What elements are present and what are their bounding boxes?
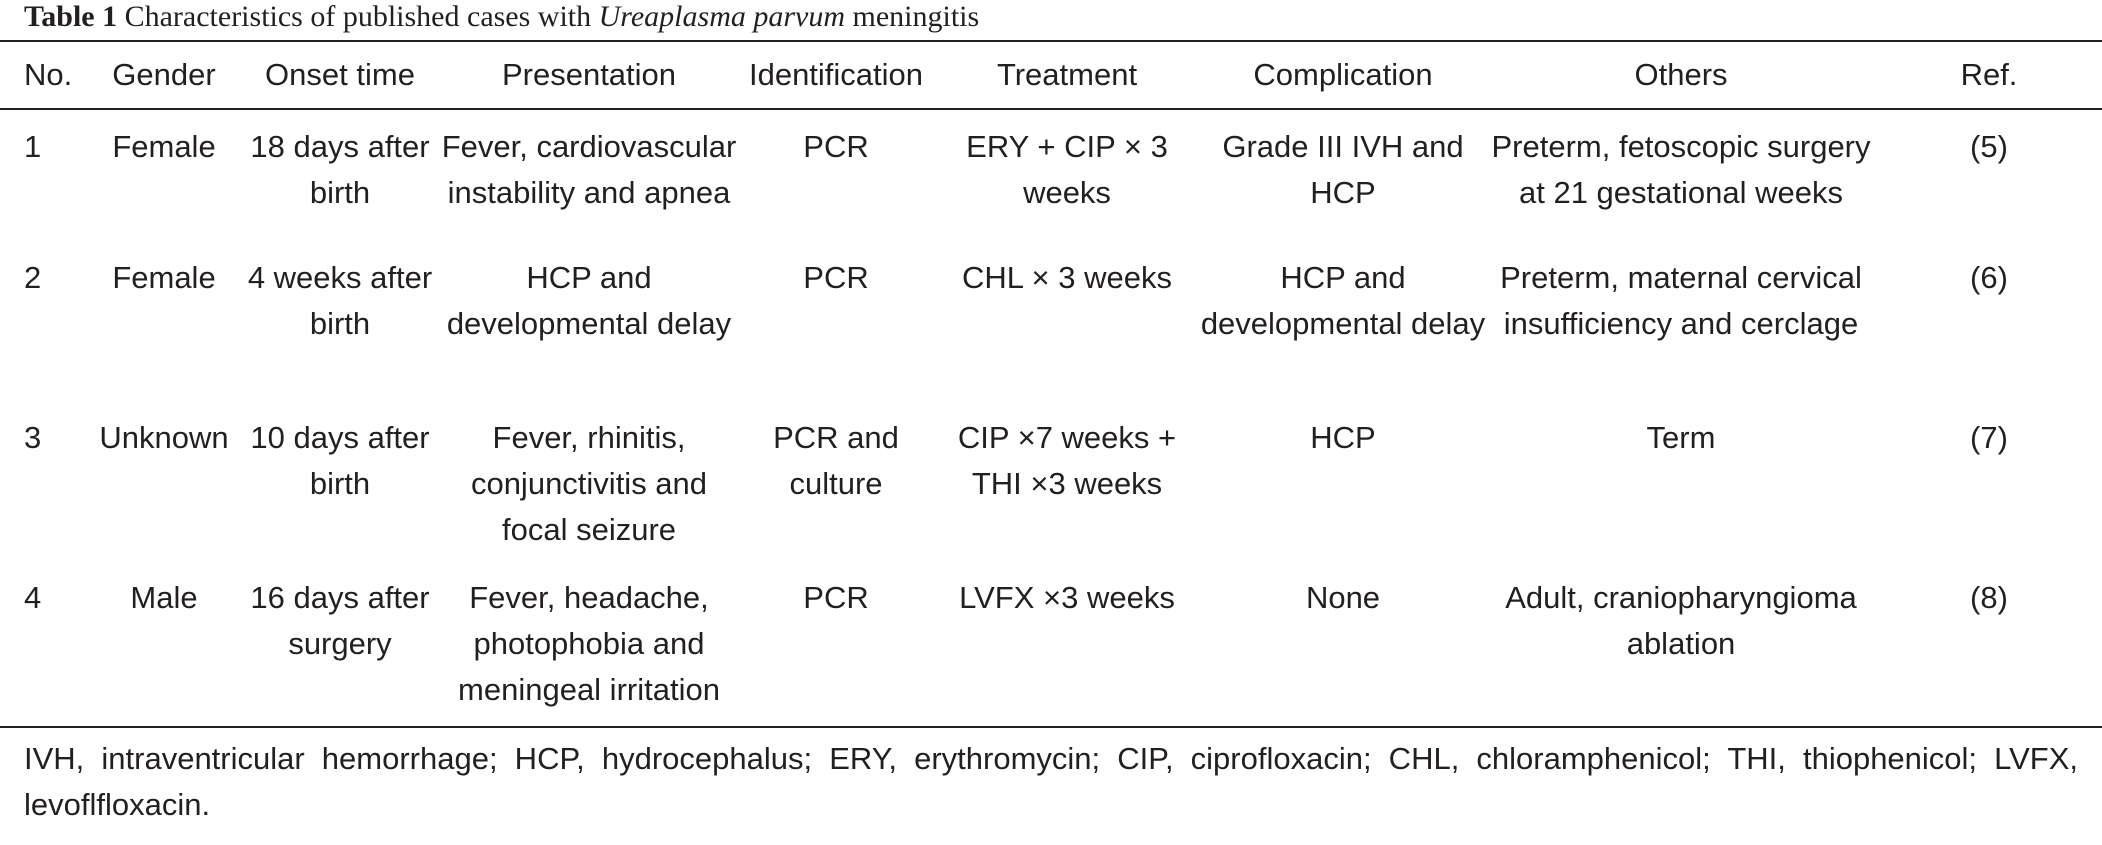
cell-presentation: HCP and developmental delay: [446, 260, 732, 341]
header-gender: Gender: [112, 57, 216, 92]
cell-identification: PCR and culture: [773, 420, 899, 501]
cell-others: Adult, craniopharyngioma ablation: [1505, 580, 1857, 661]
cell-treatment: CIP ×7 weeks + THI ×3 weeks: [957, 420, 1177, 501]
cell-presentation: Fever, cardiovascular instability and apnea: [441, 129, 737, 210]
cell-complication: HCP: [1310, 420, 1376, 455]
cell-treatment: CHL × 3 weeks: [962, 260, 1172, 295]
cell-no: 3: [24, 420, 42, 455]
cell-ref: (7): [1970, 420, 2008, 455]
table-row: [0, 255, 2102, 415]
header-onset-time: Onset time: [265, 57, 415, 92]
cell-others: Preterm, maternal cervical insufficiency and cerclage: [1500, 260, 1862, 341]
cell-no: 2: [24, 260, 42, 295]
cell-others: Preterm, fetoscopic surgery at 21 gestational weeks: [1491, 129, 1871, 210]
cell-onset-time: 4 weeks after birth: [247, 260, 433, 341]
cell-gender: Female: [112, 129, 216, 164]
cell-identification: PCR: [803, 260, 869, 295]
header-no: No.: [24, 57, 73, 92]
table-label: Table 1: [24, 0, 118, 33]
cell-onset-time: 18 days after birth: [250, 129, 430, 210]
cell-gender: Male: [130, 580, 198, 615]
cell-complication: HCP and developmental delay: [1200, 260, 1486, 341]
cell-gender: Female: [112, 260, 216, 295]
cell-presentation: Fever, rhinitis, conjunctivitis and focal seizure: [470, 420, 708, 547]
cell-no: 4: [24, 580, 42, 615]
cell-treatment: ERY + CIP × 3 weeks: [966, 129, 1168, 210]
caption-text-end: meningitis: [845, 0, 980, 33]
table-row: [0, 109, 2102, 255]
cell-identification: PCR: [803, 580, 869, 615]
cell-onset-time: 16 days after surgery: [250, 580, 430, 661]
header-identification: Identification: [748, 57, 924, 92]
cell-treatment: LVFX ×3 weeks: [959, 580, 1175, 615]
cases-table: [0, 40, 2102, 728]
header-complication: Complication: [1253, 57, 1433, 92]
table-row: [0, 575, 2102, 727]
table-row: [0, 415, 2102, 575]
cell-identification: PCR: [803, 129, 869, 164]
table-footnote: IVH, intraventricular hemorrhage; HCP, hydrocephalus; ERY, erythromycin; CIP, ciprofloxacin; CHL, chloramphenicol; THI, thiophenicol; LVFX, levoflfloxacin.: [24, 741, 2078, 822]
cell-ref: (8): [1970, 580, 2008, 615]
header-treatment: Treatment: [996, 57, 1138, 92]
cell-ref: (6): [1970, 260, 2008, 295]
cell-complication: None: [1305, 580, 1381, 615]
cell-complication: Grade III IVH and HCP: [1222, 129, 1464, 210]
header-ref: Ref.: [1960, 57, 2018, 92]
caption-text: Characteristics of published cases with: [117, 0, 599, 33]
cell-others: Term: [1646, 420, 1716, 455]
cell-gender: Unknown: [99, 420, 229, 455]
cell-presentation: Fever, headache, photophobia and meningeal irritation: [458, 580, 720, 707]
cell-no: 1: [24, 129, 42, 164]
header-presentation: Presentation: [501, 57, 677, 92]
table-caption: [0, 0, 2102, 40]
cell-onset-time: 10 days after birth: [250, 420, 430, 501]
header-others: Others: [1634, 57, 1728, 92]
header-row: [0, 41, 2102, 109]
cell-ref: (5): [1970, 129, 2008, 164]
caption-organism: Ureaplasma parvum: [598, 0, 846, 33]
